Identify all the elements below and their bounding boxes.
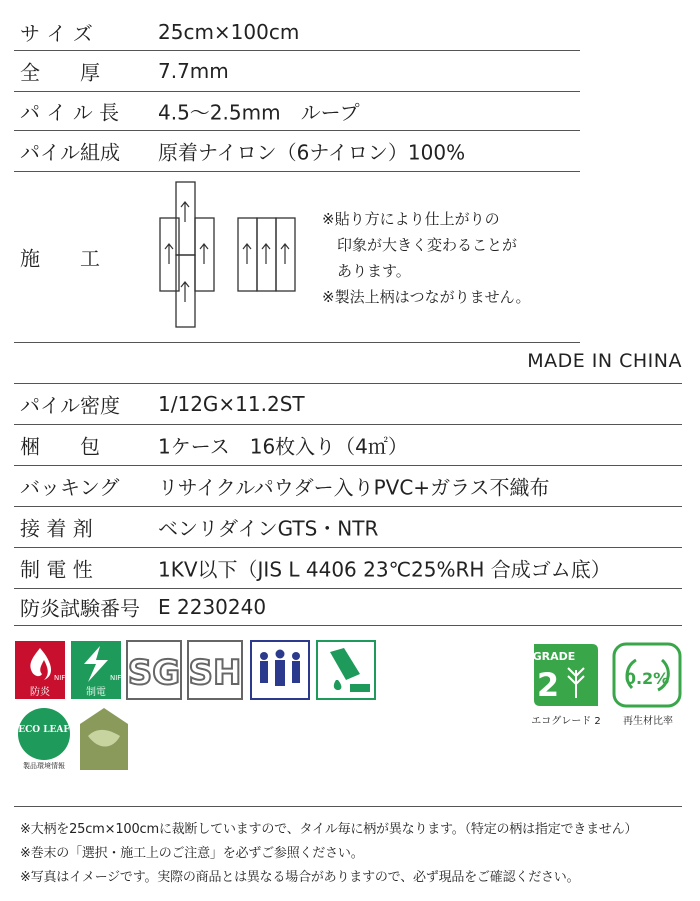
spec-row-packing: [14, 425, 682, 466]
construction-notes: ※貼り方により仕上がりの 印象が大きく変わることが あります。 ※製法上柄はつながりません。: [322, 210, 531, 306]
nif-text: NIF: [54, 674, 66, 682]
spec-value: E 2230240: [158, 595, 267, 619]
installation-pattern-diagram: [156, 180, 306, 330]
spec-value: ベンリダインGTS・NTR: [158, 516, 379, 541]
spec-value: 7.7mm: [158, 59, 229, 83]
spec-value: 1KV以下（JIS L 4406 23℃25%RH 合成ゴム底）: [158, 557, 611, 582]
made-in-label: MADE IN CHINA: [527, 350, 682, 372]
spec-row-antistatic: [14, 548, 682, 589]
spec-row-thickness: [14, 51, 580, 92]
static-badge-label: 制電: [86, 687, 106, 698]
spec-label: 制 電 性: [20, 557, 93, 582]
spec-row-size: [14, 14, 580, 51]
spec-label: 施 工: [20, 246, 100, 271]
spec-label: パ イ ル 長: [20, 100, 120, 125]
spec-row-fire-test-number: [14, 589, 682, 626]
spec-row-adhesive: [14, 507, 682, 548]
spec-label: 防炎試験番号: [20, 596, 140, 621]
eco-grade-icon: [530, 640, 602, 732]
spec-value: 1/12G×11.2ST: [158, 392, 305, 416]
eco-leaf-icon: [14, 706, 74, 770]
spec-row-pile-density: [14, 384, 682, 425]
spec-label: サ イ ズ: [20, 21, 93, 46]
fire-retardant-icon: [14, 640, 66, 700]
recycle-caption: 再生材比率: [623, 716, 673, 727]
footnote: ※大柄を25cm×100cmに裁断していますので、タイル毎に柄が異なります。（特定の柄は指定できません）: [20, 822, 638, 837]
cri-green-label-icon: [78, 706, 130, 772]
cleaning-icon: [316, 640, 376, 700]
grade-number: 2: [536, 666, 560, 704]
footnote: ※巻末の「選択・施工上のご注意」を必ずご参照ください。: [20, 846, 364, 861]
footnote: ※写真はイメージです。実際の商品とは異なる場合がありますので、必ず現品をご確認ください。: [20, 870, 580, 885]
footnote-divider: [14, 806, 682, 807]
spec-value: リサイクルパウダー入りPVC+ガラス不織布: [158, 475, 550, 500]
fire-badge-label: 防炎: [30, 687, 50, 698]
recycle-percent: 0.2%: [624, 669, 670, 688]
sg-mark-icon: [126, 640, 182, 700]
spec-label: 梱 包: [20, 434, 100, 459]
sh-text: SH: [188, 653, 242, 693]
spec-label: 全 厚: [20, 60, 100, 85]
grade-caption: エコグレード 2: [531, 716, 601, 727]
antistatic-icon: [70, 640, 122, 700]
people-icon: [250, 640, 310, 700]
spec-value: 4.5〜2.5mm ループ: [158, 100, 360, 125]
grade-title: GRADE: [532, 650, 576, 663]
spec-value: 原着ナイロン（6ナイロン）100%: [158, 140, 466, 165]
spec-label: 接 着 剤: [20, 516, 93, 541]
spec-label: パイル組成: [20, 140, 120, 165]
sg-text: SG: [127, 653, 181, 693]
spec-label: パイル密度: [20, 393, 120, 418]
eco-leaf-caption: 製品環境情報: [23, 762, 65, 770]
eco-leaf-text: ECO LEAF: [18, 725, 70, 735]
spec-row-pile-composition: [14, 131, 580, 172]
recycled-ratio-icon: [610, 640, 686, 732]
spec-value: 1ケース 16枚入り（4㎡）: [158, 434, 408, 459]
spec-row-backing: [14, 466, 682, 507]
nif-text: NIF: [110, 674, 122, 682]
spec-value: 25cm×100cm: [158, 20, 300, 44]
spec-row-pile-length: [14, 92, 580, 131]
sh-mark-icon: [187, 640, 243, 700]
spec-label: バッキング: [20, 475, 120, 500]
